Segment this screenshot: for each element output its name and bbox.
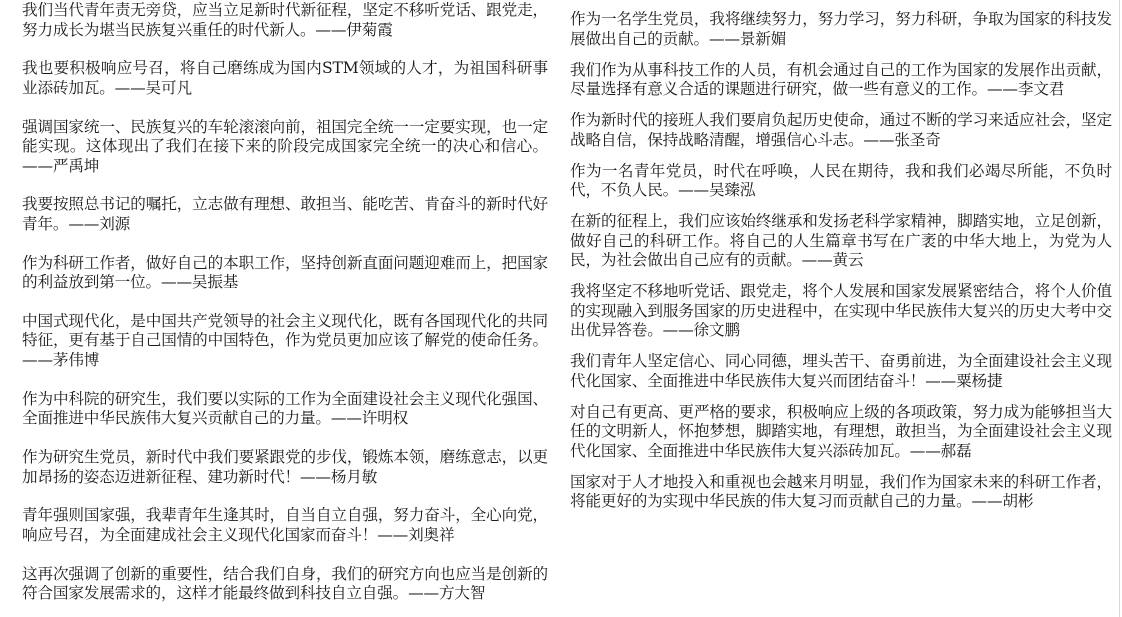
quote-paragraph: 作为科研工作者，做好自己的本职工作，坚持创新直面问题迎难而上，把国家的利益放到第一位。——吴振基	[22, 253, 548, 292]
quote-paragraph: 强调国家统一、民族复兴的车轮滚滚向前，祖国完全统一一定要实现，也一定能实现。这体现出了我们在接下来的阶段完成国家完全统一的决心和信心。——严禹坤	[22, 117, 548, 175]
quote-paragraph: 我也要积极响应号召，将自己磨练成为国内STM领域的人才，为祖国科研事业添砖加瓦。——吴可凡	[22, 59, 548, 97]
quote-paragraph: 这再次强调了创新的重要性，结合我们自身，我们的研究方向也应当是创新的符合国家发展需求的，这样才能最终做到科技自立自强。——方大智	[22, 564, 548, 603]
quote-paragraph: 在新的征程上，我们应该始终继承和发扬老科学家精神，脚踏实地，立足创新，做好自己的科研工作。将自己的人生篇章书写在广袤的中华大地上，为党为人民，为社会做出自己应有的贡献。——黄云	[570, 212, 1112, 269]
quote-paragraph: 对自己有更高、更严格的要求，积极响应上级的各项政策，努力成为能够担当大任的文明新人，怀抱梦想，脚踏实地，有理想，敢担当，为全面建设社会主义现代化国家、全面推进中华民族伟大复兴添砖加瓦。——郝磊	[570, 402, 1112, 460]
quote-paragraph: 我们作为从事科技工作的人员，有机会通过自己的工作为国家的发展作出贡献，尽量选择有意义合适的课题进行研究，做一些有意义的工作。——李文君	[570, 60, 1112, 98]
quote-paragraph: 我们当代青年责无旁贷，应当立足新时代新征程，坚定不移听党话、跟党走，努力成长为堪当民族复兴重任的时代新人。——伊菊霞	[22, 1, 548, 39]
quote-paragraph: 青年强则国家强，我辈青年生逢其时，自当自立自强，努力奋斗，全心向党，响应号召，为全面建成社会主义现代化国家而奋斗！——刘奥祥	[22, 506, 548, 544]
quote-paragraph: 国家对于人才地投入和重视也会越来月明显，我们作为国家未来的科研工作者，将能更好的为实现中华民族的伟大复习而贡献自己的力量。——胡彬	[570, 472, 1112, 510]
quote-paragraph: 作为新时代的接班人我们要肩负起历史使命，通过不断的学习来适应社会，坚定战略自信，保持战略清醒，增强信心斗志。——张圣奇	[570, 111, 1112, 149]
quote-paragraph: 我将坚定不移地听党话、跟党走，将个人发展和国家发展紧密结合，将个人价值的实现融入到服务国家的历史进程中，在实现中华民族伟大复兴的历史大考中交出优异答卷。——徐文鹏	[570, 282, 1112, 339]
quote-paragraph: 我要按照总书记的嘱托，立志做有理想、敢担当、能吃苦、肯奋斗的新时代好青年。——刘源	[22, 195, 548, 233]
quote-paragraph: 作为研究生党员，新时代中我们要紧跟党的步伐，锻炼本领，磨练意志，以更加昂扬的姿态迈进新征程、建功新时代！——杨月敏	[22, 448, 548, 486]
quote-paragraph: 作为一名青年党员，时代在呼唤，人民在期待，我和我们必竭尽所能，不负时代，不负人民。——吴臻泓	[570, 161, 1112, 199]
left-column	[22, 0, 548, 617]
quote-paragraph: 我们青年人坚定信心、同心同德，埋头苦干、奋勇前进，为全面建设社会主义现代化国家、全面推进中华民族伟大复兴而团结奋斗！——粟杨捷	[570, 352, 1112, 390]
right-column	[570, 0, 1112, 523]
page-edge-divider	[1119, 0, 1120, 617]
quote-paragraph: 作为一名学生党员，我将继续努力，努力学习，努力科研，争取为国家的科技发展做出自己的贡献。——景新媚	[570, 10, 1112, 48]
quote-paragraph: 中国式现代化，是中国共产党领导的社会主义现代化，既有各国现代化的共同特征，更有基于自己国情的中国特色，作为党员更加应该了解党的使命任务。——茅伟博	[22, 311, 548, 369]
quote-paragraph: 作为中科院的研究生，我们要以实际的工作为全面建设社会主义现代化强国、全面推进中华民族伟大复兴贡献自己的力量。——许明权	[22, 389, 548, 428]
